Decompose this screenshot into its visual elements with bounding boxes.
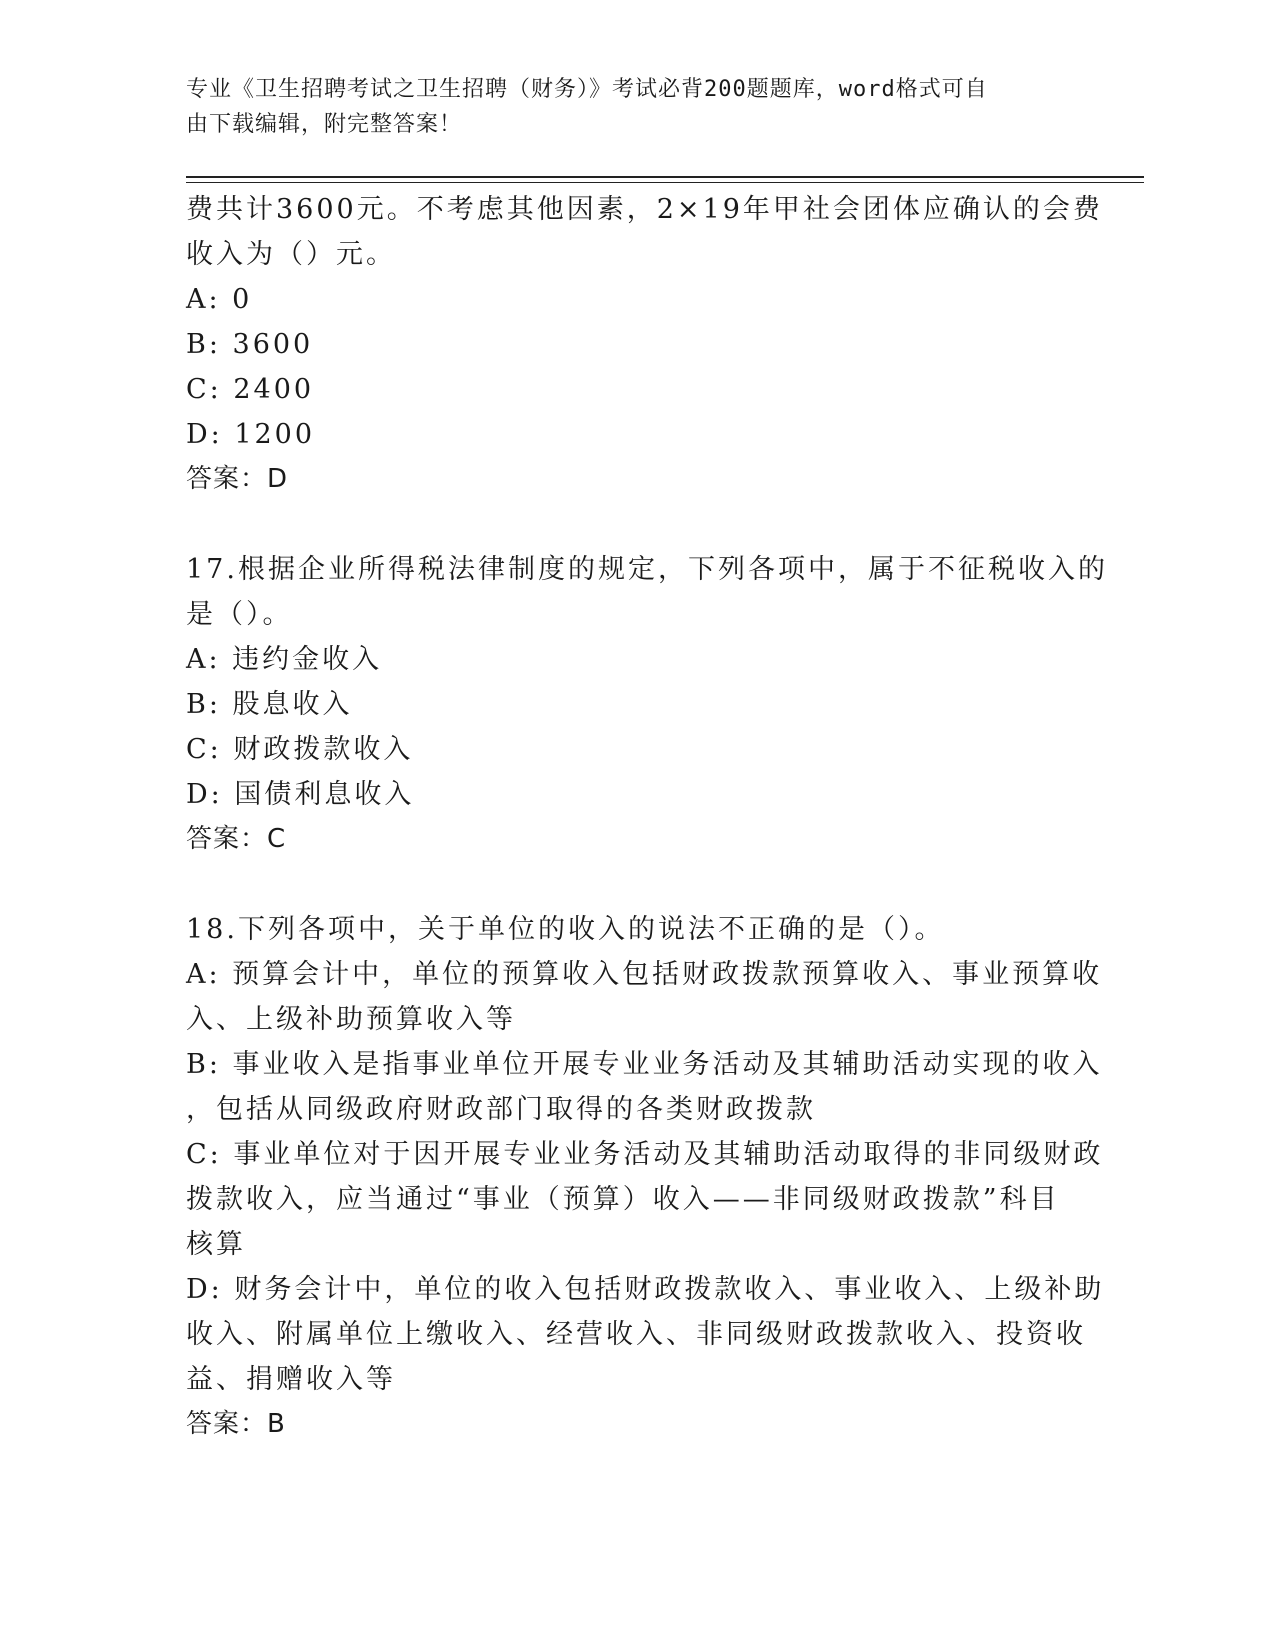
question-18 [186, 907, 1105, 1447]
header-line-2: 由下载编辑，附完整答案！ [186, 112, 463, 137]
option-d: D: 1200 [186, 419, 316, 450]
option-a-cont: 入、上级补助预算收入等 [186, 1004, 516, 1035]
option-d: D: 财务会计中，单位的收入包括财政拨款收入、事业收入、上级补助 [186, 1274, 1105, 1305]
option-b-cont: ，包括从同级政府财政部门取得的各类财政拨款 [186, 1094, 816, 1125]
option-a: A: 预算会计中，单位的预算收入包括财政拨款预算收入、事业预算收 [186, 959, 1103, 990]
option-b: B: 事业收入是指事业单位开展专业业务活动及其辅助活动实现的收入 [186, 1049, 1103, 1080]
option-c: C: 2400 [186, 374, 315, 405]
spacer [186, 502, 1086, 547]
answer: 答案：B [186, 1409, 286, 1439]
spacer [186, 862, 1086, 907]
question-17 [186, 547, 1108, 862]
header-divider-thin [186, 182, 1144, 183]
option-c-cont: 拨款收入，应当通过“事业（预算）收入——非同级财政拨款”科目 [186, 1184, 1060, 1215]
question-text-line: 17.根据企业所得税法律制度的规定，下列各项中，属于不征税收入的 [186, 554, 1108, 585]
option-c-cont: 核算 [186, 1229, 246, 1260]
answer: 答案：D [186, 464, 289, 494]
option-b: B: 股息收入 [186, 689, 353, 720]
option-a: A: 违约金收入 [186, 644, 383, 675]
header-divider-thick [186, 176, 1144, 178]
option-c: C: 事业单位对于因开展专业业务活动及其辅助活动取得的非同级财政 [186, 1139, 1104, 1170]
option-d-cont: 益、捐赠收入等 [186, 1364, 396, 1395]
answer: 答案：C [186, 824, 287, 854]
question-text-line: 费共计3600元。不考虑其他因素，2×19年甲社会团体应确认的会费 [186, 194, 1103, 225]
option-a: A: 0 [186, 284, 253, 315]
option-b: B: 3600 [186, 329, 314, 360]
header-line-1: 专业《卫生招聘考试之卫生招聘（财务）》考试必背200题题库，word格式可自 [186, 77, 988, 102]
option-d: D: 国债利息收入 [186, 779, 415, 810]
question-text-line: 18.下列各项中，关于单位的收入的说法不正确的是（）。 [186, 914, 945, 945]
document-header [186, 72, 1066, 142]
question-text-line: 收入为（）元。 [186, 239, 396, 270]
question-text-line: 是（）。 [186, 599, 293, 630]
option-c: C: 财政拨款收入 [186, 734, 414, 765]
question-16-continued [186, 187, 1103, 502]
document-body [186, 187, 1108, 1447]
option-d-cont: 收入、附属单位上缴收入、经营收入、非同级财政拨款收入、投资收 [186, 1319, 1086, 1350]
